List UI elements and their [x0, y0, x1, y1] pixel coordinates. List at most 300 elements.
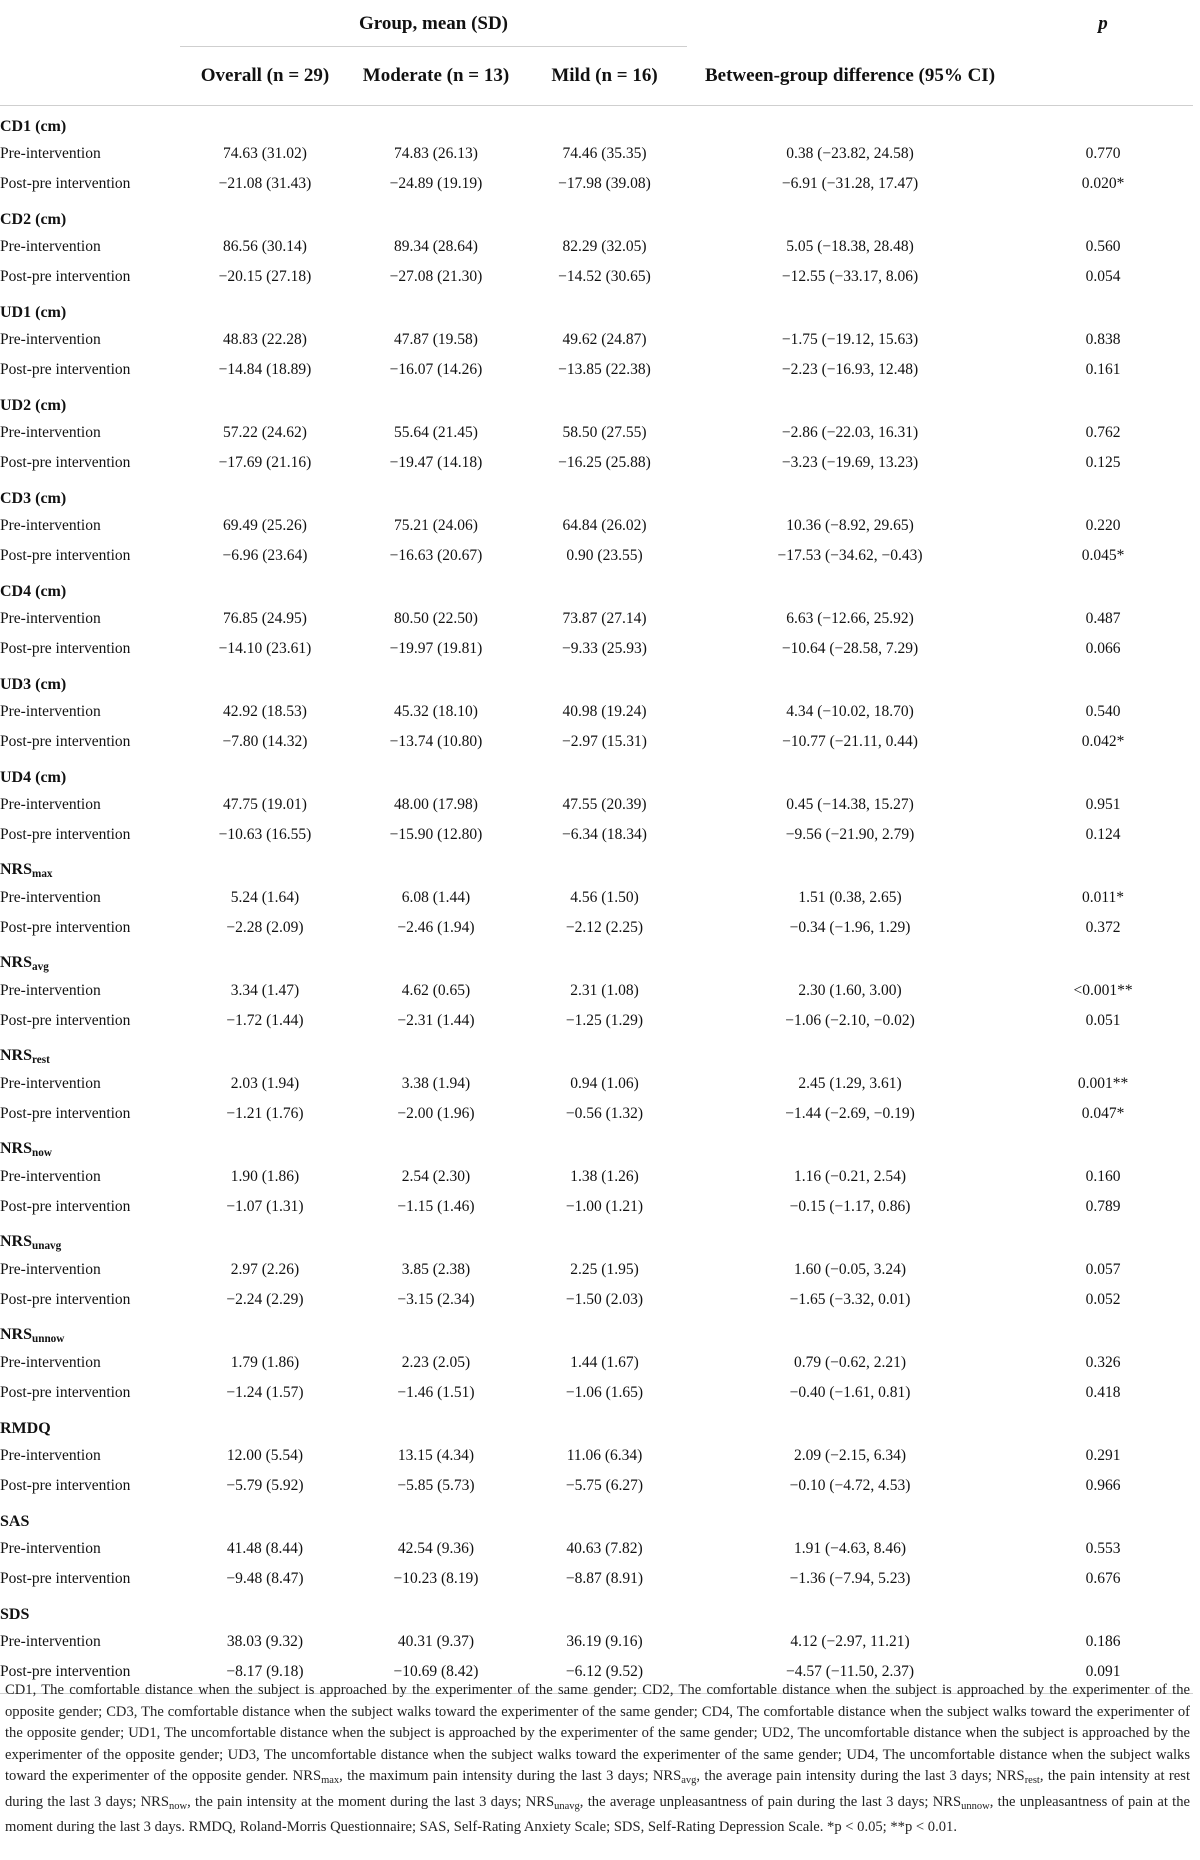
cell-mild: 47.55 (20.39): [562, 796, 647, 813]
cell-moderate: −24.89 (19.19): [389, 175, 483, 192]
cell-p-value: 0.054: [1085, 268, 1121, 285]
row-label: Pre-intervention: [0, 796, 101, 813]
cell-overall: −6.96 (23.64): [222, 547, 308, 564]
section-label: [0, 850, 1193, 883]
section-header-row: [0, 850, 1193, 883]
cell-mild: 11.06 (6.34): [566, 1447, 643, 1464]
cell-moderate: −5.85 (5.73): [397, 1477, 475, 1494]
cell-difference: 1.16 (−0.21, 2.54): [793, 1168, 907, 1185]
p-header: p: [1098, 12, 1108, 34]
row-label: Pre-intervention: [0, 982, 101, 999]
cell-moderate: −2.00 (1.96): [397, 1105, 475, 1122]
cell-mild: −2.12 (2.25): [565, 919, 644, 936]
cell-p-value: 0.161: [1085, 361, 1121, 378]
cell-mild: 1.44 (1.67): [570, 1354, 639, 1371]
table-row: [0, 1162, 1193, 1192]
cell-mild: 1.38 (1.26): [570, 1168, 639, 1185]
cell-p-value: 0.951: [1085, 796, 1121, 813]
table-row: [0, 1534, 1193, 1564]
cell-difference: −1.06 (−2.10, −0.02): [785, 1012, 915, 1029]
cell-overall: −14.10 (23.61): [218, 640, 312, 657]
col-header-mild: Mild (n = 16): [522, 47, 687, 106]
cell-moderate: 4.62 (0.65): [401, 982, 471, 999]
cell-overall: −2.28 (2.09): [226, 919, 304, 936]
cell-p-value: 0.291: [1085, 1447, 1121, 1464]
cell-difference: −0.40 (−1.61, 0.81): [789, 1384, 911, 1401]
cell-p-value: 0.066: [1085, 640, 1121, 657]
row-label: Pre-intervention: [0, 1354, 101, 1371]
section-name: SDS: [0, 1606, 30, 1623]
cell-mild: −17.98 (39.08): [558, 175, 651, 192]
row-label: Post-pre intervention: [0, 1657, 180, 1694]
cell-overall: 57.22 (24.62): [223, 424, 307, 441]
section-subscript: rest: [32, 1054, 50, 1066]
table-row: [0, 355, 1193, 385]
section-label: [0, 478, 1193, 511]
section-label: [0, 385, 1193, 418]
cell-mild: −1.25 (1.29): [565, 1012, 644, 1029]
cell-overall: 86.56 (30.14): [223, 238, 307, 255]
col-header-overall: Overall (n = 29): [180, 47, 350, 106]
section-header-row: [0, 943, 1193, 976]
cell-moderate: −3.15 (2.34): [397, 1291, 475, 1308]
row-label: Post-pre intervention: [0, 640, 131, 657]
cell-moderate: 47.87 (19.58): [394, 331, 478, 348]
table-body: [0, 106, 1193, 1694]
row-label: Post-pre intervention: [0, 919, 131, 936]
table-row: [0, 1471, 1193, 1501]
cell-p-value: 0.052: [1085, 1291, 1121, 1308]
table-row: [0, 1192, 1193, 1222]
section-name: NRS: [0, 1047, 33, 1064]
cell-overall: 1.90 (1.86): [230, 1168, 300, 1185]
table-row: [0, 1348, 1193, 1378]
table-row: [0, 1378, 1193, 1408]
cell-p-value: 0.560: [1085, 238, 1121, 255]
section-header-row: [0, 1129, 1193, 1162]
cell-moderate: 80.50 (22.50): [394, 610, 478, 627]
cell-mild: 49.62 (24.87): [562, 331, 647, 348]
cell-overall: 69.49 (25.26): [223, 517, 307, 534]
cell-mild: 0.90 (23.55): [566, 547, 643, 564]
cell-moderate: 48.00 (17.98): [394, 796, 478, 813]
table-row: [0, 976, 1193, 1006]
section-name: NRS: [0, 1140, 33, 1157]
cell-moderate: 3.38 (1.94): [401, 1075, 471, 1092]
cell-p-value: 0.091: [1013, 1657, 1193, 1694]
table-row: [0, 697, 1193, 727]
cell-mild: 2.25 (1.95): [570, 1261, 639, 1278]
cell-overall: −1.21 (1.76): [226, 1105, 304, 1122]
cell-mild: −13.85 (22.38): [558, 361, 651, 378]
section-header-row: [0, 292, 1193, 325]
cell-moderate: −19.97 (19.81): [389, 640, 483, 657]
section-label: [0, 199, 1193, 232]
cell-difference: 1.91 (−4.63, 8.46): [793, 1540, 907, 1557]
cell-moderate: 6.08 (1.44): [401, 889, 471, 906]
cell-p-value: 0.124: [1085, 826, 1121, 843]
cell-difference: 2.30 (1.60, 3.00): [798, 982, 902, 999]
row-label: Post-pre intervention: [0, 1477, 131, 1494]
cell-mild: −2.97 (15.31): [562, 733, 647, 750]
section-header-row: [0, 385, 1193, 418]
row-label: Pre-intervention: [0, 517, 101, 534]
section-subscript: unavg: [32, 1240, 62, 1252]
section-header-row: [0, 664, 1193, 697]
cell-overall: −2.24 (2.29): [226, 1291, 304, 1308]
section-header-row: [0, 757, 1193, 790]
cell-overall: 41.48 (8.44): [226, 1540, 304, 1557]
cell-moderate: −19.47 (14.18): [389, 454, 483, 471]
section-header-row: [0, 571, 1193, 604]
cell-difference: 0.38 (−23.82, 24.58): [786, 145, 914, 162]
cell-p-value: 0.125: [1085, 454, 1121, 471]
row-label: Pre-intervention: [0, 145, 101, 162]
row-label: Post-pre intervention: [0, 733, 131, 750]
col-header-difference: Between-group difference (95% CI): [687, 47, 1013, 106]
cell-moderate: 40.31 (9.37): [397, 1633, 475, 1650]
table-row: [0, 1069, 1193, 1099]
section-name: SAS: [0, 1513, 30, 1530]
table-row: [0, 634, 1193, 664]
cell-difference: −1.65 (−3.32, 0.01): [789, 1291, 911, 1308]
table-row: [0, 232, 1193, 262]
row-label: Post-pre intervention: [0, 1291, 131, 1308]
section-label: [0, 757, 1193, 790]
table-row: [0, 1255, 1193, 1285]
cell-overall: 2.03 (1.94): [230, 1075, 300, 1092]
section-subscript: unnow: [32, 1333, 65, 1345]
cell-difference: −12.55 (−33.17, 8.06): [781, 268, 919, 285]
cell-p-value: 0.770: [1085, 145, 1121, 162]
cell-moderate: −1.15 (1.46): [397, 1198, 475, 1215]
section-label: [0, 1315, 1193, 1348]
cell-overall: −10.63 (16.55): [218, 826, 312, 843]
cell-moderate: −10.69 (8.42): [350, 1657, 522, 1694]
cell-mild: 40.98 (19.24): [562, 703, 647, 720]
section-name: UD3 (cm): [0, 676, 67, 693]
cell-mild: −1.00 (1.21): [565, 1198, 644, 1215]
table-row: [0, 604, 1193, 634]
section-header-row: [0, 1036, 1193, 1069]
table-row: [0, 262, 1193, 292]
row-label: Pre-intervention: [0, 238, 101, 255]
section-header-row: [0, 478, 1193, 511]
col-header-moderate: Moderate (n = 13): [350, 47, 522, 106]
cell-mild: −1.06 (1.65): [565, 1384, 644, 1401]
cell-moderate: 13.15 (4.34): [397, 1447, 475, 1464]
cell-difference: 10.36 (−8.92, 29.65): [786, 517, 914, 534]
cell-difference: 0.79 (−0.62, 2.21): [793, 1354, 907, 1371]
cell-overall: −1.07 (1.31): [226, 1198, 304, 1215]
row-label: Post-pre intervention: [0, 268, 131, 285]
section-name: RMDQ: [0, 1420, 51, 1437]
table-row: [0, 1006, 1193, 1036]
cell-difference: 4.12 (−2.97, 11.21): [790, 1633, 910, 1650]
row-label: Post-pre intervention: [0, 1384, 131, 1401]
cell-moderate: 74.83 (26.13): [394, 145, 478, 162]
section-header-row: [0, 1594, 1193, 1627]
table-row: [0, 790, 1193, 820]
cell-difference: −1.44 (−2.69, −0.19): [785, 1105, 915, 1122]
cell-mild: −5.75 (6.27): [565, 1477, 644, 1494]
table-row: [0, 913, 1193, 943]
table-row: [0, 820, 1193, 850]
cell-p-value: 0.762: [1085, 424, 1121, 441]
cell-mild: 82.29 (32.05): [562, 238, 647, 255]
row-label: Pre-intervention: [0, 1447, 101, 1464]
cell-mild: 40.63 (7.82): [566, 1540, 643, 1557]
cell-difference: −2.86 (−22.03, 16.31): [781, 424, 919, 441]
row-label: Pre-intervention: [0, 703, 101, 720]
cell-overall: −17.69 (21.16): [218, 454, 312, 471]
cell-moderate: −2.31 (1.44): [397, 1012, 475, 1029]
row-label: Post-pre intervention: [0, 1198, 131, 1215]
cell-mild: 58.50 (27.55): [562, 424, 647, 441]
cell-mild: −9.33 (25.93): [562, 640, 647, 657]
row-label: Pre-intervention: [0, 1168, 101, 1185]
table-row: [0, 448, 1193, 478]
cell-overall: 42.92 (18.53): [223, 703, 307, 720]
table-row: [0, 541, 1193, 571]
header-blank: [0, 0, 180, 47]
section-name: CD3 (cm): [0, 490, 67, 507]
section-label: [0, 292, 1193, 325]
cell-p-value: 0.160: [1085, 1168, 1121, 1185]
cell-p-value: 0.057: [1085, 1261, 1121, 1278]
table-row: [0, 1099, 1193, 1129]
section-name: NRS: [0, 954, 33, 971]
cell-difference: 2.45 (1.29, 3.61): [798, 1075, 902, 1092]
section-header-row: [0, 106, 1193, 140]
table-row: [0, 325, 1193, 355]
group-header: [180, 0, 687, 47]
header-row-group: [0, 0, 1193, 47]
cell-overall: 48.83 (22.28): [223, 331, 307, 348]
cell-difference: −9.56 (−21.90, 2.79): [785, 826, 915, 843]
cell-overall: 2.97 (2.26): [230, 1261, 300, 1278]
cell-overall: −9.48 (8.47): [226, 1570, 304, 1587]
cell-p-value: 0.001**: [1077, 1075, 1129, 1092]
cell-overall: −14.84 (18.89): [218, 361, 312, 378]
section-name: CD2 (cm): [0, 211, 67, 228]
row-label: Post-pre intervention: [0, 547, 131, 564]
table-row: [0, 1564, 1193, 1594]
cell-difference: −0.34 (−1.96, 1.29): [789, 919, 911, 936]
cell-difference: 2.09 (−2.15, 6.34): [793, 1447, 907, 1464]
cell-difference: −10.64 (−28.58, 7.29): [781, 640, 919, 657]
section-subscript: avg: [32, 961, 49, 973]
table-row: [0, 727, 1193, 757]
cell-p-value: 0.676: [1085, 1570, 1121, 1587]
cell-moderate: −13.74 (10.80): [389, 733, 483, 750]
cell-moderate: −2.46 (1.94): [397, 919, 475, 936]
cell-p-value: 0.220: [1085, 517, 1121, 534]
cell-p-value: 0.326: [1085, 1354, 1121, 1371]
section-label: [0, 1594, 1193, 1627]
row-label: Post-pre intervention: [0, 175, 131, 192]
cell-mild: −14.52 (30.65): [558, 268, 651, 285]
section-name: NRS: [0, 861, 33, 878]
row-label: Post-pre intervention: [0, 826, 131, 843]
cell-mild: −1.50 (2.03): [565, 1291, 644, 1308]
cell-moderate: −1.46 (1.51): [397, 1384, 475, 1401]
cell-p-value: 0.020*: [1081, 175, 1125, 192]
cell-mild: 2.31 (1.08): [570, 982, 639, 999]
section-name: UD4 (cm): [0, 769, 67, 786]
cell-moderate: 2.54 (2.30): [401, 1168, 471, 1185]
section-name: NRS: [0, 1233, 33, 1250]
cell-moderate: 75.21 (24.06): [394, 517, 478, 534]
cell-overall: −8.17 (9.18): [180, 1657, 350, 1694]
cell-overall: 3.34 (1.47): [230, 982, 300, 999]
cell-mild: 0.94 (1.06): [570, 1075, 639, 1092]
cell-difference: −1.75 (−19.12, 15.63): [781, 331, 919, 348]
cell-mild: −0.56 (1.32): [565, 1105, 644, 1122]
row-label: Pre-intervention: [0, 424, 101, 441]
cell-difference: −17.53 (−34.62, −0.43): [777, 547, 923, 564]
row-label: Pre-intervention: [0, 610, 101, 627]
table-row: [0, 139, 1193, 169]
cell-overall: −7.80 (14.32): [222, 733, 308, 750]
cell-moderate: −15.90 (12.80): [389, 826, 483, 843]
cell-difference: −3.23 (−19.69, 13.23): [781, 454, 919, 471]
section-label: [0, 571, 1193, 604]
row-label: Pre-intervention: [0, 1075, 101, 1092]
section-label: [0, 1129, 1193, 1162]
section-label: [0, 943, 1193, 976]
cell-overall: 74.63 (31.02): [223, 145, 307, 162]
cell-mild: −16.25 (25.88): [558, 454, 651, 471]
cell-difference: 6.63 (−12.66, 25.92): [786, 610, 914, 627]
table-row: [0, 1627, 1193, 1657]
cell-difference: 1.51 (0.38, 2.65): [798, 889, 902, 906]
cell-difference: −0.15 (−1.17, 0.86): [789, 1198, 911, 1215]
cell-mild: 4.56 (1.50): [570, 889, 639, 906]
section-name: CD1 (cm): [0, 118, 67, 135]
row-label: Post-pre intervention: [0, 1570, 131, 1587]
cell-overall: −1.24 (1.57): [226, 1384, 304, 1401]
table-row: [0, 883, 1193, 913]
cell-p-value: 0.966: [1085, 1477, 1121, 1494]
cell-mild: 74.46 (35.35): [562, 145, 647, 162]
section-subscript: now: [32, 1147, 52, 1159]
cell-mild: −8.87 (8.91): [565, 1570, 644, 1587]
cell-difference: −10.77 (−21.11, 0.44): [782, 733, 918, 750]
row-label: Post-pre intervention: [0, 1105, 131, 1122]
row-label: Pre-intervention: [0, 1633, 101, 1650]
cell-p-value: 0.540: [1085, 703, 1121, 720]
header-blank-2: [687, 0, 1013, 47]
cell-p-value: <0.001**: [1073, 982, 1133, 999]
table-row: [0, 1441, 1193, 1471]
cell-overall: 12.00 (5.54): [226, 1447, 304, 1464]
section-header-row: [0, 1315, 1193, 1348]
cell-overall: 5.24 (1.64): [230, 889, 300, 906]
section-label: [0, 1501, 1193, 1534]
section-label: [0, 1408, 1193, 1441]
cell-difference: −1.36 (−7.94, 5.23): [789, 1570, 911, 1587]
row-label: Pre-intervention: [0, 331, 101, 348]
header-row-columns: [0, 47, 1193, 106]
cell-p-value: 0.051: [1085, 1012, 1121, 1029]
section-name: UD1 (cm): [0, 304, 67, 321]
section-header-row: [0, 199, 1193, 232]
cell-mild: −6.34 (18.34): [562, 826, 647, 843]
cell-moderate: −10.23 (8.19): [393, 1570, 479, 1587]
cell-overall: 38.03 (9.32): [226, 1633, 304, 1650]
section-name: NRS: [0, 1326, 33, 1343]
header-blank-3: [0, 47, 180, 106]
cell-moderate: 2.23 (2.05): [401, 1354, 471, 1371]
cell-p-value: 0.418: [1085, 1384, 1121, 1401]
cell-overall: −5.79 (5.92): [226, 1477, 304, 1494]
cell-moderate: −16.63 (20.67): [389, 547, 483, 564]
cell-overall: 1.79 (1.86): [230, 1354, 300, 1371]
cell-moderate: 45.32 (18.10): [394, 703, 478, 720]
header-blank-4: [1013, 47, 1193, 106]
cell-overall: −1.72 (1.44): [226, 1012, 304, 1029]
section-header-row: [0, 1408, 1193, 1441]
cell-difference: −0.10 (−4.72, 4.53): [789, 1477, 911, 1494]
cell-difference: 4.34 (−10.02, 18.70): [786, 703, 914, 720]
cell-moderate: 55.64 (21.45): [394, 424, 478, 441]
table-footnote: CD1, The comfortable distance when the subject is approached by the experimenter of the same gender; CD2, The comfortable distance when the subject is approached by the experimenter of the opposite gender; CD3, The comfortable distance when the subject walks toward the experimenter of the same gender; CD4, The comfortable distance when the subject walks toward the experimenter of the opposite gender; UD1, The uncomfortable distance when the subject is approached by the experimenter of the same gender; UD2, The uncomfortable distance when the subject is approached by the experimenter of the opposite gender; UD3, The uncomfortable distance when the subject walks toward the experimenter of the same gender; UD4, The uncomfortable distance when the subject walks toward the experimenter of the opposite gender. $NRS_{max}$, the maximum pain intensity during the last 3 days; $NRS_{avg}$, the average pain intensity during the last 3 days; $NRS_{rest}$, the pain intensity at rest during the last 3 days; $NRS_{now}$, the pain intensity at the moment during the last 3 days; $NRS_{unavg}$, the average unpleasantness of pain during the last 3 days; $NRS_{unnow}$, the unpleasantness of pain at the moment during the last 3 days. RMDQ, Roland-Morris Questionnaire; SAS, Self-Rating Anxiety Scale; SDS, Self-Rating Depression Scale. *p < 0.05; **p < 0.01.: [5, 1682, 1191, 1835]
cell-moderate: 3.85 (2.38): [401, 1261, 471, 1278]
cell-overall: 76.85 (24.95): [223, 610, 307, 627]
cell-p-value: 0.838: [1085, 331, 1121, 348]
cell-p-value: 0.553: [1085, 1540, 1121, 1557]
table-row: [0, 169, 1193, 199]
cell-mild: 36.19 (9.16): [566, 1633, 643, 1650]
section-label: [0, 664, 1193, 697]
section-label: [0, 106, 1193, 140]
cell-difference: 0.45 (−14.38, 15.27): [786, 796, 914, 813]
cell-p-value: 0.372: [1085, 919, 1121, 936]
section-label: [0, 1222, 1193, 1255]
cell-mild: 64.84 (26.02): [562, 517, 647, 534]
cell-p-value: 0.789: [1085, 1198, 1121, 1215]
cell-difference: −6.91 (−31.28, 17.47): [781, 175, 919, 192]
row-label: Post-pre intervention: [0, 1012, 131, 1029]
cell-moderate: −16.07 (14.26): [389, 361, 483, 378]
cell-difference: −4.57 (−11.50, 2.37): [687, 1657, 1013, 1694]
table-row: [0, 418, 1193, 448]
table-row: [0, 1285, 1193, 1315]
group-header-label: Group, mean (SD): [358, 12, 509, 34]
section-header-row: [0, 1501, 1193, 1534]
section-name: CD4 (cm): [0, 583, 67, 600]
cell-mild: 73.87 (27.14): [562, 610, 647, 627]
section-label: [0, 1036, 1193, 1069]
cell-difference: 1.60 (−0.05, 3.24): [793, 1261, 907, 1278]
cell-moderate: 89.34 (28.64): [394, 238, 478, 255]
cell-p-value: 0.045*: [1081, 547, 1125, 564]
cell-p-value: 0.042*: [1081, 733, 1125, 750]
section-name: UD2 (cm): [0, 397, 67, 414]
cell-p-value: 0.186: [1085, 1633, 1121, 1650]
cell-mild: −6.12 (9.52): [522, 1657, 687, 1694]
row-label: Post-pre intervention: [0, 454, 131, 471]
section-header-row: [0, 1222, 1193, 1255]
cell-overall: −21.08 (31.43): [218, 175, 312, 192]
cell-difference: 5.05 (−18.38, 28.48): [786, 238, 914, 255]
row-label: Post-pre intervention: [0, 361, 131, 378]
section-subscript: max: [32, 868, 53, 880]
row-label: Pre-intervention: [0, 1261, 101, 1278]
cell-moderate: 42.54 (9.36): [397, 1540, 475, 1557]
cell-p-value: 0.011*: [1081, 889, 1125, 906]
